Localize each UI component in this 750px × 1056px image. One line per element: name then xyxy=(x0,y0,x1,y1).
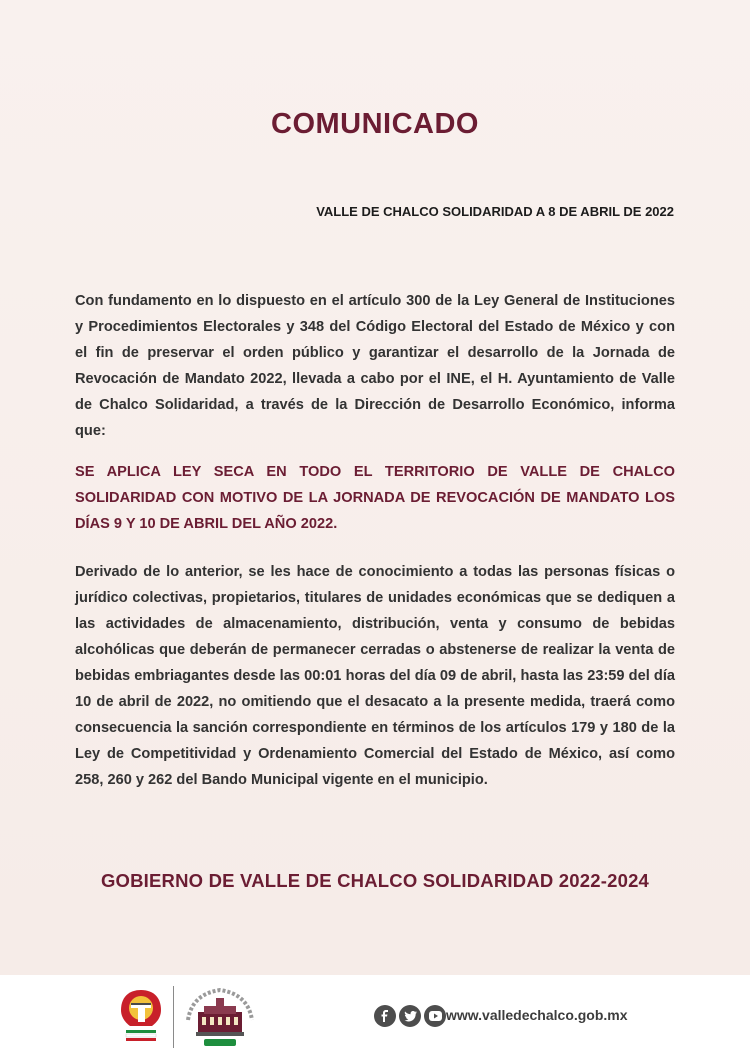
paragraph-intro: Con fundamento en lo dispuesto en el artículo 300 de la Ley General de Instituciones y Procedimientos Electorales y 348 del Código Electoral del Estado de México y con el fin de preservar el orden público y garantizar el desarrollo de la Jornada de Revocación de Mandato 2022, llevada a cabo por el INE, el H. Ayuntamiento de Valle de Chalco Solidaridad, a través de la Dirección de Desarrollo Económico, informa que: xyxy=(75,293,675,439)
twitter-icon[interactable] xyxy=(399,1005,421,1027)
dateline: VALLE DE CHALCO SOLIDARIDAD A 8 DE ABRIL DE 2022 xyxy=(316,204,674,219)
facebook-icon[interactable] xyxy=(374,1005,396,1027)
page-title: COMUNICADO xyxy=(271,108,479,140)
ayuntamiento-crest-logo xyxy=(182,986,258,1050)
social-icons xyxy=(374,1004,449,1028)
municipal-emblem-logo xyxy=(118,988,164,1046)
footer-divider xyxy=(173,986,174,1048)
website-link[interactable]: www.valledechalco.gob.mx xyxy=(446,1007,628,1023)
youtube-icon[interactable] xyxy=(424,1005,446,1027)
footer xyxy=(0,975,750,1056)
signature: GOBIERNO DE VALLE DE CHALCO SOLIDARIDAD 2022-2024 xyxy=(100,870,650,891)
paragraph-details: Derivado de lo anterior, se les hace de conocimiento a todas las personas físicas o jurídico colectivas, propietarios, titulares de unidades económicas que se dediquen a las actividades de almacenamiento, distribución, venta y consumo de bebidas alcohólicas que deberán de permanecer cerradas o abstenerse de realizar la venta de bebidas embriagantes desde las 00:01 horas del día 09 de abril, hasta las 23:59 del día 10 de abril de 2022, no omitiendo que el desacato a la presente medida, traerá como consecuencia la sanción correspondiente en términos de los artículos 179 y 180 de la Ley de Competitividad y Ordenamiento Comercial del Estado de México, así como 258, 260 y 262 del Bando Municipal vigente en el municipio. xyxy=(75,564,675,788)
highlight-notice: SE APLICA LEY SECA EN TODO EL TERRITORIO DE VALLE DE CHALCO SOLIDARIDAD CON MOTIVO DE LA JORNADA DE REVOCACIÓN DE MANDATO LOS DÍAS 9 Y 10 DE ABRIL DEL AÑO 2022. xyxy=(75,464,675,532)
